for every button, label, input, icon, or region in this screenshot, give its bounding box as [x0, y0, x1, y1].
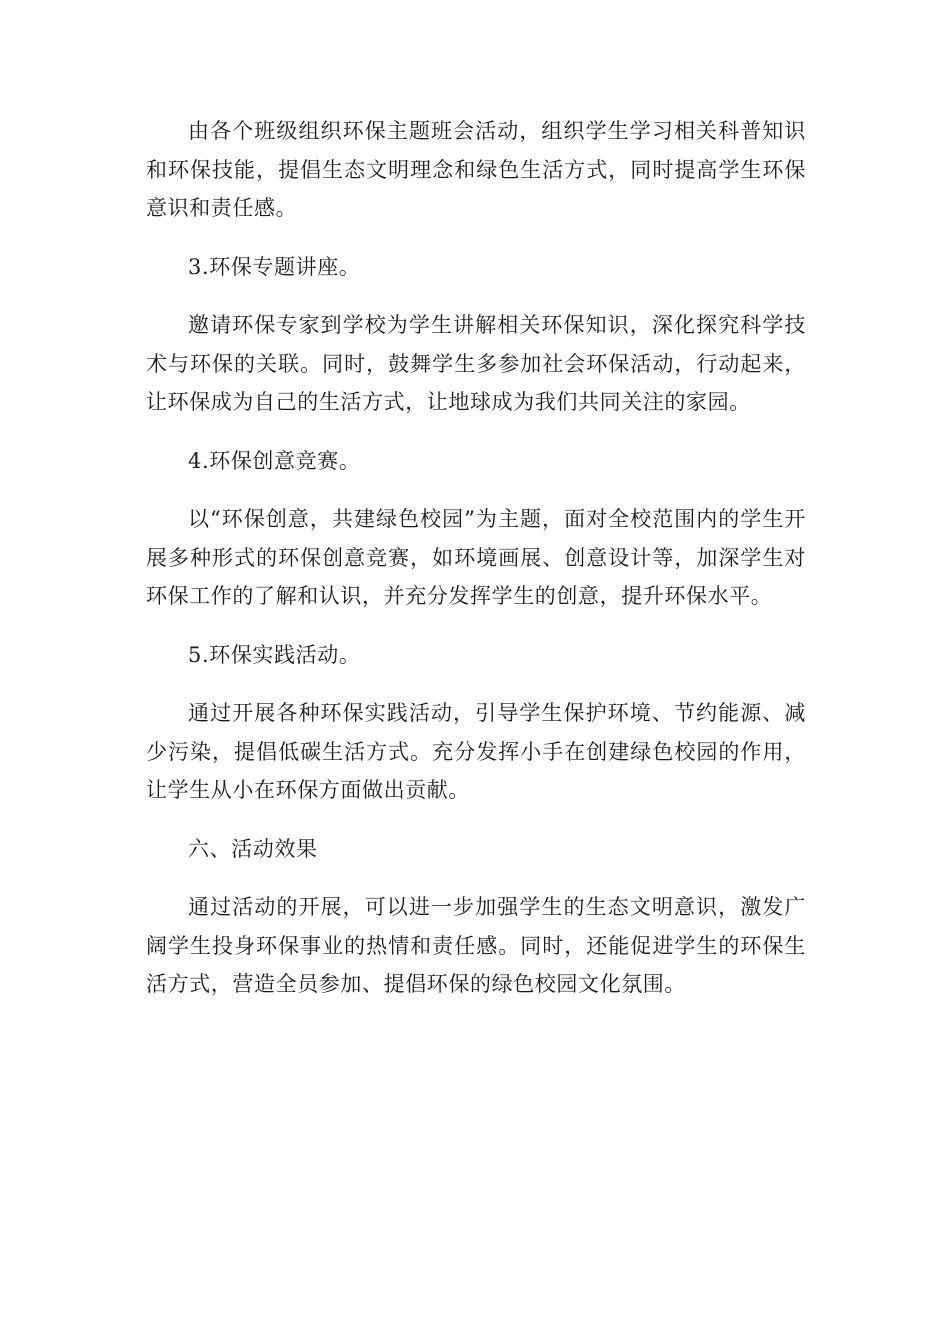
- paragraph-lecture: 邀请环保专家到学校为学生讲解相关环保知识，深化探究科学技术与环保的关联。同时，鼓舞学生多参加社会环保活动，行动起来，让环保成为自己的生活方式，让地球成为我们共同关注的家园。: [146, 313, 806, 414]
- heading-practice: 5.环保实践活动。: [188, 642, 361, 667]
- paragraph-competition: 以“环保创意，共建绿色校园”为主题，面对全校范围内的学生开展多种形式的环保创意竞赛，如环境画展、创意设计等，加深学生对环保工作的了解和认识，并充分发挥学生的创意，提升环保水平。: [146, 507, 806, 608]
- heading-lecture: 3.环保专题讲座。: [188, 254, 361, 279]
- heading-effect: 六、活动效果: [188, 836, 318, 861]
- paragraph-effect: 通过活动的开展，可以进一步加强学生的生态文明意识，激发广阔学生投身环保事业的热情和责任感。同时，还能促进学生的环保生活方式，营造全员参加、提倡环保的绿色校园文化氛围。: [146, 895, 806, 996]
- document-body: [146, 112, 806, 1024]
- paragraph-class-meeting: 由各个班级组织环保主题班会活动，组织学生学习相关科普知识和环保技能，提倡生态文明理念和绿色生活方式，同时提高学生环保意识和责任感。: [146, 119, 806, 220]
- heading-competition: 4.环保创意竞赛。: [188, 448, 361, 473]
- paragraph-practice: 通过开展各种环保实践活动，引导学生保护环境、节约能源、减少污染，提倡低碳生活方式。充分发挥小手在创建绿色校园的作用，让学生从小在环保方面做出贡献。: [146, 701, 806, 802]
